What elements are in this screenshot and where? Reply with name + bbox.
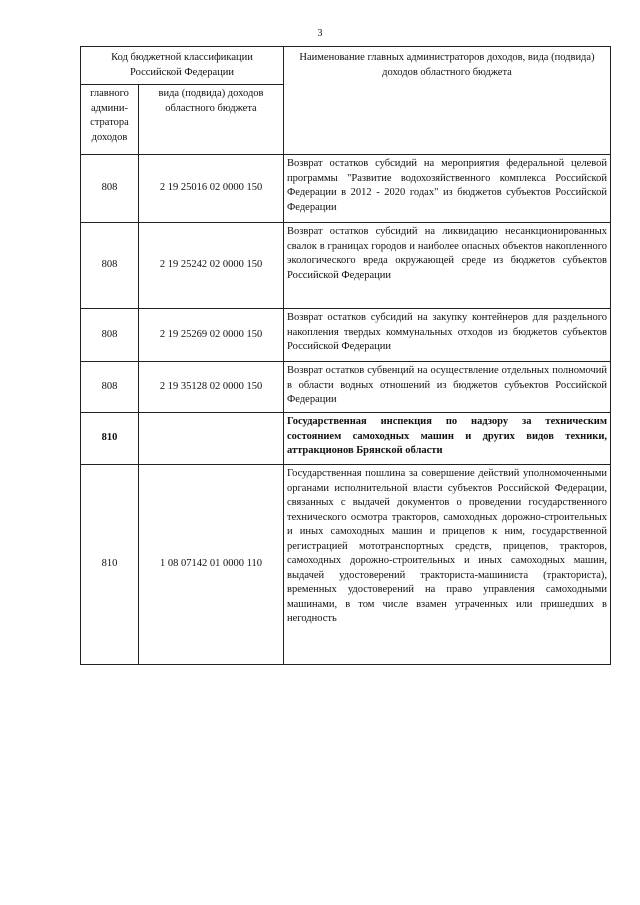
income-name: Возврат остатков субсидий на ликвидацию несанкционированных свалок в границах городов и наиболее опасных объектов накопленного экологического вреда окружающей среде из бюджетов субъектов Российской Федерации [284, 223, 611, 309]
income-code: 2 19 25242 02 0000 150 [139, 223, 284, 309]
table-row [81, 413, 611, 465]
admin-code: 808 [81, 362, 139, 413]
header-name: Наименование главных администраторов доходов, вида (подвида) доходов областного бюджета [284, 47, 611, 155]
table-row [81, 155, 611, 223]
table-row [81, 362, 611, 413]
admin-code: 810 [81, 413, 139, 465]
income-code [139, 413, 284, 465]
income-code: 2 19 25269 02 0000 150 [139, 309, 284, 362]
admin-code: 808 [81, 309, 139, 362]
table-header-row [81, 47, 611, 85]
income-name: Государственная пошлина за совершение действий уполномоченными органами исполнительной власти субъектов Российской Федерации, связанных с выдачей документов о проведении государственного технического осмотра тракторов, самоходных дорожно-строительных и иных самоходных машин и прицепов к ним, государственной регистрацией мототранспортных средств, прицепов, тракторов, самоходных дорожно-строительных и иных самоходных машин, выдачей удостоверений тракториста-машиниста (тракториста), временных удостоверений на право управления самоходными машинами, в том числе взамен утраченных или пришедших в негодность [284, 465, 611, 665]
header-admin-column: главного админи-стратора доходов [81, 85, 139, 155]
income-code: 2 19 25016 02 0000 150 [139, 155, 284, 223]
admin-code: 808 [81, 223, 139, 309]
table-row [81, 309, 611, 362]
page-number: 3 [317, 28, 323, 39]
table-row [81, 465, 611, 665]
income-name: Возврат остатков субсидий на мероприятия федеральной целевой программы "Развитие водохозяйственного комплекса Российской Федерации в 2012 - 2020 годах" из бюджетов субъектов Российской Федерации [284, 155, 611, 223]
header-type-column: вида (подвида) доходов областного бюджета [139, 85, 284, 155]
income-code: 2 19 35128 02 0000 150 [139, 362, 284, 413]
budget-classification-table [80, 46, 611, 665]
table-row [81, 223, 611, 309]
income-name: Государственная инспекция по надзору за техническим состоянием самоходных машин и других видов техники, аттракционов Брянской области [284, 413, 611, 465]
admin-code: 810 [81, 465, 139, 665]
income-name: Возврат остатков субсидий на закупку контейнеров для раздельного накопления твердых коммунальных отходов из бюджетов субъектов Российской Федерации [284, 309, 611, 362]
header-code-group: Код бюджетной классификации Российской Федерации [81, 47, 284, 85]
admin-code: 808 [81, 155, 139, 223]
income-code: 1 08 07142 01 0000 110 [139, 465, 284, 665]
income-name: Возврат остатков субвенций на осуществление отдельных полномочий в области водных отношений из бюджетов субъектов Российской Федерации [284, 362, 611, 413]
